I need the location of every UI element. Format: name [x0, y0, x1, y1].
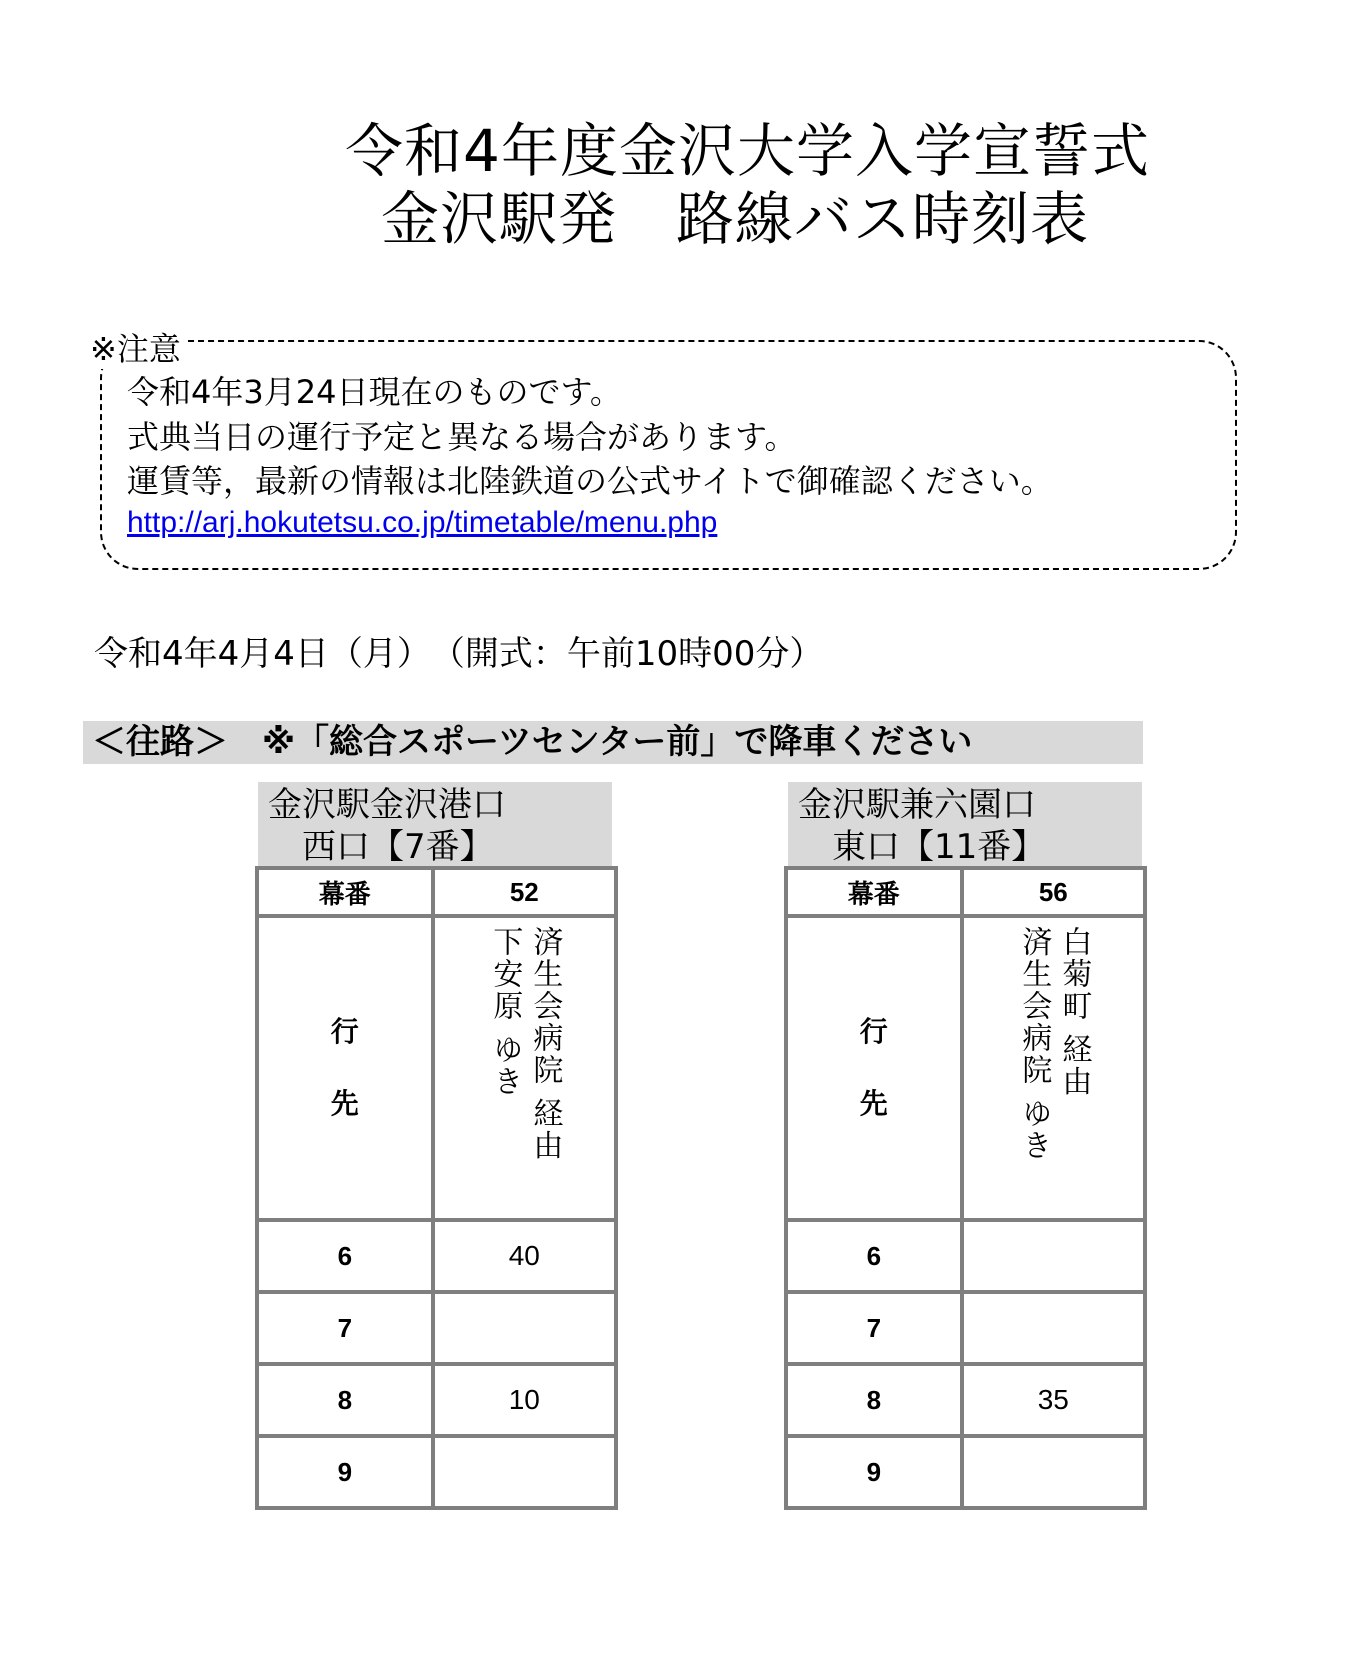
destination-label-cell — [786, 916, 962, 1220]
timetable-west — [255, 866, 618, 1510]
stop-name: 金沢駅兼六園口 — [798, 785, 1036, 825]
timetable-link[interactable]: http://arj.hokutetsu.co.jp/timetable/menu.php — [127, 506, 718, 539]
notice-line-2: 式典当日の運行予定と異なる場合があります。 — [127, 418, 797, 456]
destination-terminal: 済生会病院 ゆき — [1016, 926, 1052, 1162]
destination-label — [860, 996, 888, 1140]
destination-cell — [962, 916, 1145, 1220]
hour-cell: 8 — [257, 1364, 433, 1436]
stop-platform: 西口【7番】 — [302, 827, 494, 867]
minutes-cell — [962, 1220, 1145, 1292]
destination-label-1: 行 — [859, 1015, 888, 1048]
minutes-cell — [433, 1436, 616, 1508]
minutes-cell: 10 — [433, 1364, 616, 1436]
minutes-cell: 40 — [433, 1220, 616, 1292]
table-row — [786, 1364, 1145, 1436]
notice-line-1: 令和4年3月24日現在のものです。 — [127, 373, 622, 411]
table-header-row — [257, 868, 616, 916]
destination-via: 白菊町 経由 — [1056, 926, 1092, 1098]
destination-label-2: 先 — [859, 1087, 888, 1120]
hour-cell: 7 — [786, 1292, 962, 1364]
stop-platform: 東口【11番】 — [832, 827, 1046, 867]
table-row — [786, 1220, 1145, 1292]
timetable-east — [784, 866, 1147, 1510]
header-label: 幕番 — [786, 868, 962, 916]
destination-label — [331, 996, 359, 1140]
notice-line-3: 運賃等，最新の情報は北陸鉄道の公式サイトで御確認ください。 — [127, 462, 1053, 500]
header-label: 幕番 — [257, 868, 433, 916]
table-row — [786, 1292, 1145, 1364]
destination-label-cell — [257, 916, 433, 1220]
notice-label: ※注意 — [90, 329, 187, 369]
hour-cell: 7 — [257, 1292, 433, 1364]
stop-name: 金沢駅金沢港口 — [268, 785, 506, 825]
table-header-row — [786, 868, 1145, 916]
page-title: 令和4年度金沢大学入学宣誓式 — [345, 117, 1150, 185]
table-row — [786, 1436, 1145, 1508]
destination-row — [257, 916, 616, 1220]
destination-label-2: 先 — [330, 1087, 359, 1120]
minutes-cell — [433, 1292, 616, 1364]
page-subtitle: 金沢駅発 路線バス時刻表 — [380, 185, 1089, 253]
section-heading: ＜往路＞ ※「総合スポーツセンター前」で降車ください — [92, 722, 973, 762]
table-row — [257, 1220, 616, 1292]
stop-header-west — [258, 782, 612, 868]
route-number: 52 — [433, 868, 616, 916]
minutes-cell — [962, 1436, 1145, 1508]
hour-cell: 6 — [786, 1220, 962, 1292]
destination-terminal: 下安原 ゆき — [487, 926, 523, 1098]
destination-label-1: 行 — [330, 1015, 359, 1048]
table-row — [257, 1364, 616, 1436]
minutes-cell: 35 — [962, 1364, 1145, 1436]
minutes-cell — [962, 1292, 1145, 1364]
hour-cell: 9 — [257, 1436, 433, 1508]
table-row — [257, 1292, 616, 1364]
table-row — [257, 1436, 616, 1508]
event-date: 令和4年4月4日（月） （開式：午前10時00分） — [94, 634, 824, 674]
route-number: 56 — [962, 868, 1145, 916]
hour-cell: 6 — [257, 1220, 433, 1292]
stop-header-east — [788, 782, 1142, 868]
destination-via: 済生会病院 経由 — [527, 926, 563, 1162]
destination-row — [786, 916, 1145, 1220]
hour-cell: 8 — [786, 1364, 962, 1436]
hour-cell: 9 — [786, 1436, 962, 1508]
destination-cell — [433, 916, 616, 1220]
